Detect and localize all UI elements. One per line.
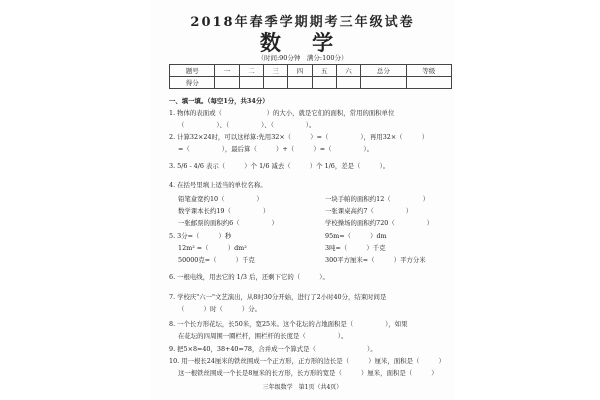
question-10-line-2: 这一根铁丝围成一个长是8厘米的长方形，长方形的宽是（ ）厘米，面积是（ ） [178,369,438,377]
score-empty-cell[interactable] [312,77,336,89]
question-3: 3. 5/6 - 4/6 表示（ ）个 1/6 减去（ ）个 1/6，差是（ ）。 [169,162,390,170]
question-7-line-2: （ ）时（ ）分。 [178,305,262,313]
score-empty-cell[interactable] [361,77,406,89]
question-5-b1: 12m² =（ ）dm² [178,244,247,252]
exam-info: （时间:90分钟 满分:100分） [257,54,348,62]
score-cell: 题号 [170,65,215,77]
exam-title: 2018年春季学期期考三年级试卷 [190,15,415,30]
question-4-left-1: 铅笔盒宽约10（ ） [178,195,263,203]
score-cell: 三 [263,65,287,77]
question-5-c2: 300平方厘米=（ ）平方分米 [325,256,426,264]
score-empty-cell[interactable] [288,77,312,89]
score-empty-cell[interactable] [406,77,451,89]
question-4-right-2: 一张课桌高约7（ ） [325,207,413,215]
question-4-left-2: 数学课本长约19（ ） [178,207,270,215]
question-5-a1: 5. 3分=（ ）秒 [169,232,232,240]
section-heading: 一、填一填。（每空1分，共34分） [169,97,269,105]
question-2-line-2: =（ ），最后算（ ）+（ ）=（ ）。 [178,145,373,153]
score-empty-cell[interactable] [215,77,239,89]
question-5-c1: 50000克=（ ）千克 [178,256,255,264]
question-5-a2: 95m=（ ）dm [325,232,387,240]
score-cell: 总分 [361,65,406,77]
exam-sheet [150,0,455,400]
score-empty-cell[interactable] [336,77,360,89]
question-10-line-1: 10. 用一根长24厘米的铁丝围成一个正方形，正方形的边长是（ ）厘米，面积是（ ） [169,357,445,365]
question-4: 4. 在括号里填上适当的单位名称。 [169,181,267,189]
question-4-right-1: 一块手帕的面积约12（ ） [325,195,429,203]
score-label-cell: 得分 [170,77,215,89]
question-8-line-2: 在花坛的四周围一圈栏杆，围栏杆的长度是（ ）。 [178,332,348,340]
score-table-score-row [170,77,452,89]
page-footer: 三年级数学 第1页（共4页） [262,384,343,391]
question-4-left-3: 一张邮票的面积约6（ ） [178,219,278,227]
score-cell: 一 [215,65,239,77]
score-table [169,64,452,89]
score-empty-cell[interactable] [239,77,263,89]
question-1-line-2: （ ）、（ ）、（ ）。 [178,121,316,129]
question-7-line-1: 7. 学校庆"六一"文艺演出，从8时30分开始，进行了2小时40分，结束时间是 [169,293,387,301]
question-5-b2: 3吨=（ ）千克 [325,244,386,252]
score-cell: 等级 [406,65,451,77]
score-cell: 六 [336,65,360,77]
score-table-header-row [170,65,452,77]
score-cell: 四 [288,65,312,77]
question-2-line-1: 2. 计算32×24时，可以这样算:先用32×（ ）=（ ），再用32×（ ） [169,133,429,141]
score-empty-cell[interactable] [263,77,287,89]
exam-subject: 数 学 [259,30,346,55]
question-1-line-1: 1. 物体的表面或（ ）的大小，就是它们的面积，常用的面积单位 [169,109,395,117]
question-4-right-3: 学校操场的面积约720（ ） [325,219,434,227]
question-8-line-1: 8. 一个长方形花坛，长50米，宽25米。这个花坛的占地面积是（ ），如果 [169,320,408,328]
score-cell: 五 [312,65,336,77]
question-6: 6. 一根电线，用去它的 1/3 后，还剩下它的（ ）。 [169,273,329,281]
score-cell: 二 [239,65,263,77]
question-9: 9. 把5×8=40，38+40=78，合并成一个算式是（ ）。 [169,345,377,353]
